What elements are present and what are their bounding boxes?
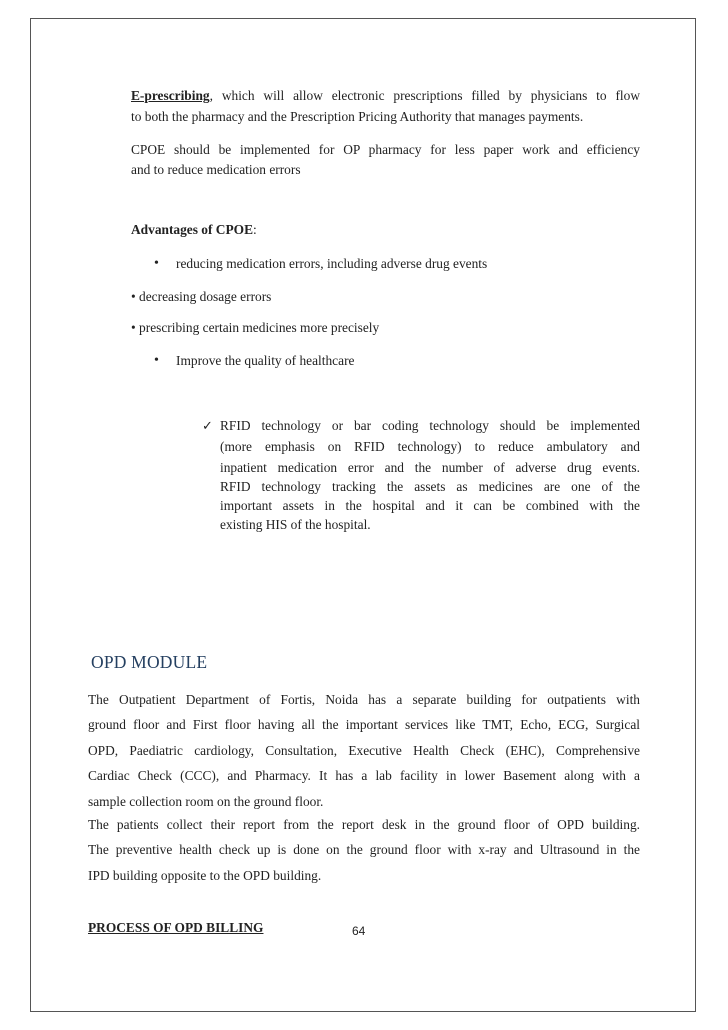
opd-para1-line: OPD, Paediatric cardiology, Consultation, Executive Health Check (EHC), Comprehensive: [88, 743, 640, 758]
advantage-item: • prescribing certain medicines more precisely: [131, 320, 380, 335]
checkmark-icon: ✓: [202, 418, 213, 433]
advantage-item: • decreasing dosage errors: [131, 289, 272, 304]
opd-para1-line: Cardiac Check (CCC), and Pharmacy. It has a lab facility in lower Basement along with a: [88, 768, 640, 783]
page-number: 64: [352, 924, 366, 938]
advantages-heading-text: Advantages of CPOE: [131, 222, 254, 237]
opd-para1-line: ground floor and First floor having all the important services like TMT, Echo, ECG, Surgical: [88, 717, 640, 732]
opd-para2-line: The preventive health check up is done on the ground floor with x-ray and Ultrasound in the: [88, 842, 640, 857]
advantages-heading-colon: :: [253, 222, 257, 237]
rfid-line: inpatient medication error and the number of adverse drug events.: [220, 460, 640, 475]
cpoe-line-2: and to reduce medication errors: [131, 162, 301, 177]
eprescribing-line-1: [131, 86, 640, 106]
advantages-heading: [131, 220, 531, 240]
opd-para1-line: sample collection room on the ground floor.: [88, 794, 324, 809]
rfid-line: RFID technology or bar coding technology should be implemented: [220, 418, 640, 433]
opd-billing-heading: PROCESS OF OPD BILLING: [88, 920, 264, 935]
rfid-line: existing HIS of the hospital.: [220, 517, 371, 532]
rfid-line: important assets in the hospital and it can be combined with the: [220, 498, 640, 513]
bullet-icon: •: [154, 353, 159, 368]
bullet-icon: •: [154, 256, 159, 271]
advantage-item: reducing medication errors, including adverse drug events: [176, 256, 488, 271]
opd-para2-line: The patients collect their report from the report desk in the ground floor of OPD building.: [88, 817, 640, 832]
eprescribing-line-1-rest: , which will allow electronic prescriptions filled by physicians to flow: [209, 88, 640, 103]
opd-para1-line: The Outpatient Department of Fortis, Noida has a separate building for outpatients with: [88, 692, 640, 707]
eprescribing-term: E-prescribing: [131, 88, 210, 103]
eprescribing-line-2: to both the pharmacy and the Prescription Pricing Authority that manages payments.: [131, 109, 584, 124]
rfid-line: (more emphasis on RFID technology) to reduce ambulatory and: [220, 439, 640, 454]
opd-module-heading: OPD MODULE: [91, 652, 208, 672]
opd-para2-line: IPD building opposite to the OPD building.: [88, 868, 322, 883]
advantage-item: Improve the quality of healthcare: [176, 353, 355, 368]
cpoe-line-1: CPOE should be implemented for OP pharmacy for less paper work and efficiency: [131, 142, 640, 157]
rfid-line: RFID technology tracking the assets as medicines are one of the: [220, 479, 640, 494]
